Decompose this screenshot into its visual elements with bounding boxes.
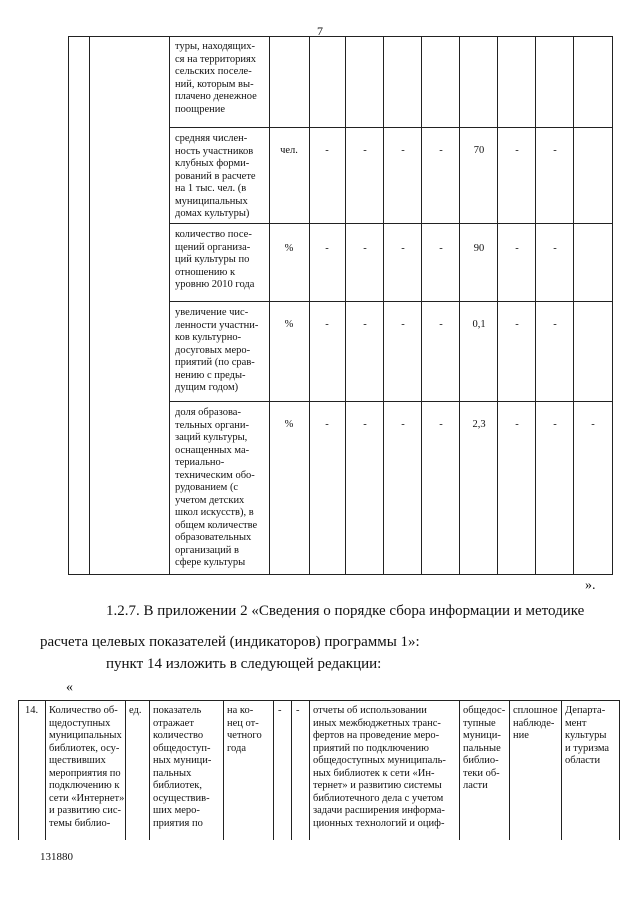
value-cell: - <box>553 243 557 254</box>
value-cell: - <box>553 319 557 330</box>
value-cell: - <box>439 243 443 254</box>
value-cell: - <box>401 243 405 254</box>
observation-unit: общедос- тупные муници- пальные библио- теки об- ласти <box>463 705 506 791</box>
value-cell: - <box>363 145 367 156</box>
dash-cell: - <box>278 705 282 716</box>
unit-cell: % <box>284 319 294 330</box>
indicator-name: Количество об- щедоступных муниципальных библиотек, осу- ществивших мероприятия по подключению к сети «Интернет» и развитию сис- темы библио- <box>49 705 125 829</box>
value-cell: - <box>401 145 405 156</box>
definition: показатель отражает количество общедоступ- ных муници- пальных библиотек, осуществив- ших меро- приятия по <box>153 705 212 829</box>
value-cell: - <box>553 145 557 156</box>
footer-code: 131880 <box>40 851 73 863</box>
value-cell: - <box>515 243 519 254</box>
indicators-table <box>68 36 613 575</box>
value-cell: - <box>363 243 367 254</box>
value-cell: - <box>363 319 367 330</box>
value-cell: - <box>515 419 519 430</box>
table-row-indicator: количество посе- щений организа- ций культуры по отношению к уровню 2010 года <box>175 229 255 290</box>
value-cell: - <box>325 319 329 330</box>
responsible: Департа- мент культуры и туризма области <box>565 705 610 766</box>
value-cell: 70 <box>473 145 485 156</box>
table-row-indicator: средняя числен- ность участников клубных форми- рований в расчете на 1 тыс. чел. (в муниципальных домах культуры) <box>175 133 256 219</box>
row-number: 14. <box>25 705 39 716</box>
value-cell: - <box>439 319 443 330</box>
unit-cell: % <box>284 419 294 430</box>
collection-method: сплошное наблюде- ние <box>513 705 558 741</box>
table-row-indicator: доля образова- тельных органи- заций культуры, оснащенных ма- териально- техническим обо- рудованием (с учетом детских школ искусств), в общем количестве образовательных организаций в сфере культуры <box>175 407 258 568</box>
value-cell: - <box>325 243 329 254</box>
closing-quote: ». <box>585 578 596 593</box>
dash-cell: - <box>296 705 300 716</box>
value-cell: - <box>515 145 519 156</box>
value-cell: - <box>401 419 405 430</box>
value-cell: - <box>439 145 443 156</box>
value-cell: 2,3 <box>472 419 486 430</box>
value-cell: - <box>553 419 557 430</box>
method-table <box>18 700 620 840</box>
page-number: 7 <box>317 24 323 38</box>
data-source: отчеты об использовании иных межбюджетных транс- фертов на проведение меро- приятий по подключению общедоступных муниципаль- ных библиотек к сети «Ин- тернет» и развитию системы библиотечного дела с учетом задачи расширения информа- ционных технологий и оциф- <box>313 705 446 829</box>
value-cell: - <box>401 319 405 330</box>
unit-cell: чел. <box>280 145 298 156</box>
unit-cell: % <box>284 243 294 254</box>
value-cell: 90 <box>473 243 485 254</box>
open-quote: « <box>66 680 73 695</box>
paragraph-line: расчета целевых показателей (индикаторов) программы 1»: <box>40 634 420 650</box>
table-row-indicator: туры, находящих- ся на территориях сельских поселе- ний, которым вы- плачено денежное поощрение <box>175 41 257 115</box>
value-cell: - <box>363 419 367 430</box>
paragraph-line: пункт 14 изложить в следующей редакции: <box>106 656 382 672</box>
value-cell: - <box>439 419 443 430</box>
table-row-indicator: увеличение чис- ленности участни- ков культурно- досуговых меро- приятий (по срав- нению с преды- дущим годом) <box>175 307 259 393</box>
unit: ед. <box>129 705 142 716</box>
value-cell: 0,1 <box>472 319 486 330</box>
paragraph-line: 1.2.7. В приложении 2 «Сведения о порядке сбора информации и методике <box>106 603 585 619</box>
value-cell: - <box>591 419 595 430</box>
value-cell: - <box>515 319 519 330</box>
period: на ко- нец от- четного года <box>227 705 262 754</box>
value-cell: - <box>325 145 329 156</box>
value-cell: - <box>325 419 329 430</box>
